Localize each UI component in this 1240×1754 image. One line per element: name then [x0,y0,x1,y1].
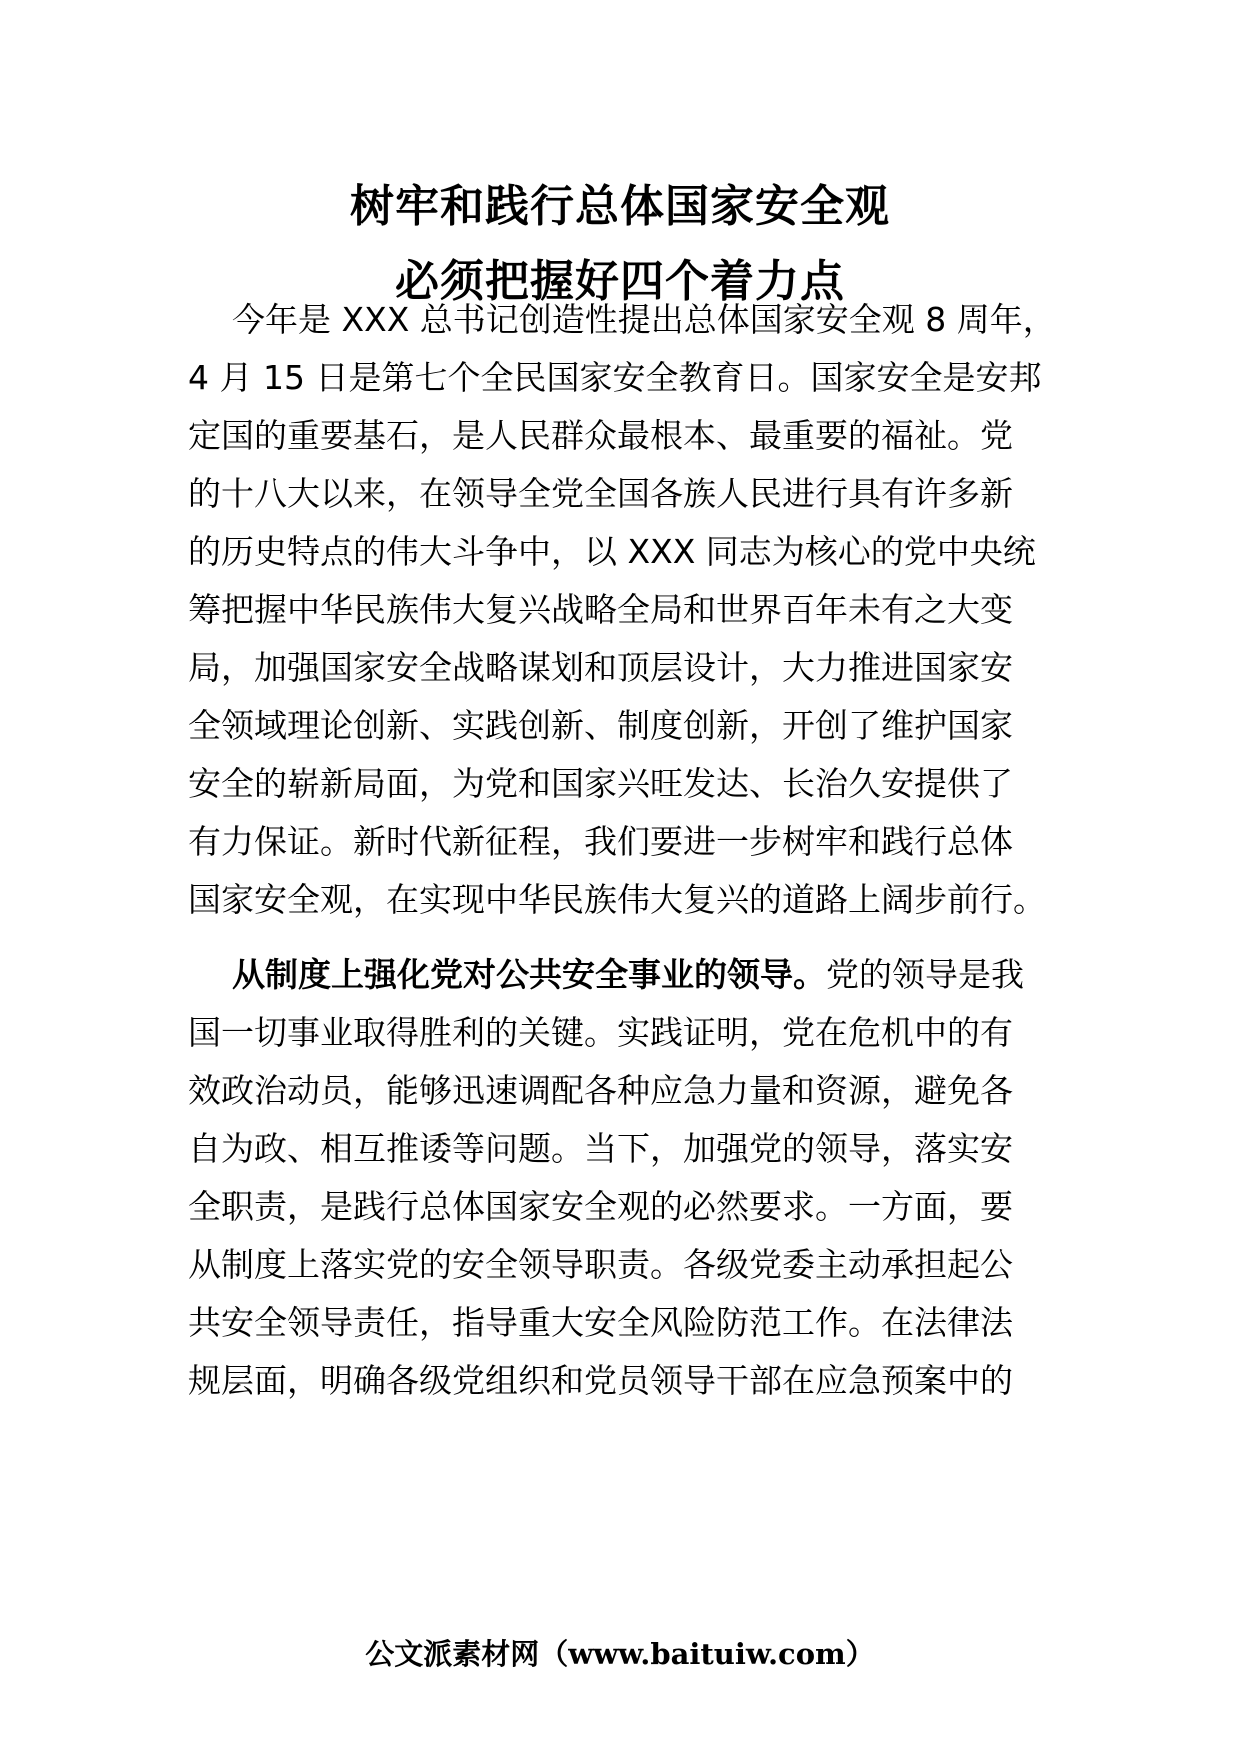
document-title-line-2: 必须把握好四个着力点 [395,256,845,307]
paragraph-2-line-4: 自为政、相互推诿等问题。当下，加强党的领导，落实安 [188,1129,1013,1168]
paragraph-1-line-2: 4 月 15 日是第七个全民国家安全教育日。国家安全是安邦 [188,358,1042,397]
paragraph-1-line-11: 国家安全观，在实现中华民族伟大复兴的道路上阔步前行。 [188,880,1046,919]
paragraph-2-line-5: 全职责，是践行总体国家安全观的必然要求。一方面，要 [188,1187,1013,1226]
paragraph-2-line-2: 国一切事业取得胜利的关键。实践证明，党在危机中的有 [188,1013,1013,1052]
paragraph-1-line-10: 有力保证。新时代新征程，我们要进一步树牢和践行总体 [188,822,1013,861]
paragraph-2-line-8: 规层面，明确各级党组织和党员领导干部在应急预案中的 [188,1361,1013,1400]
paragraph-1-line-6: 筹把握中华民族伟大复兴战略全局和世界百年未有之大变 [188,590,1013,629]
paragraph-1-line-5: 的历史特点的伟大斗争中，以 XXX 同志为核心的党中央统 [188,532,1036,571]
paragraph-2-line-1 [232,955,1112,995]
paragraph-2-line-7: 共安全领导责任，指导重大安全风险防范工作。在法律法 [188,1303,1013,1342]
paragraph-2-first-rest: 党的领导是我 [826,955,1024,994]
document-title-line-1: 树牢和践行总体国家安全观 [350,181,890,232]
paragraph-1-line-7: 局，加强国家安全战略谋划和顶层设计，大力推进国家安 [188,648,1013,687]
paragraph-1-line-3: 定国的重要基石，是人民群众最根本、最重要的福祉。党 [188,416,1013,455]
paragraph-2-line-3: 效政治动员，能够迅速调配各种应急力量和资源，避免各 [188,1071,1013,1110]
footer-source: 公文派素材网（www.baituiw.com） [365,1637,875,1671]
paragraph-1-line-1: 今年是 XXX 总书记创造性提出总体国家安全观 8 周年， [232,300,1056,339]
paragraph-1-line-8: 全领域理论创新、实践创新、制度创新，开创了维护国家 [188,706,1013,745]
paragraph-2-line-6: 从制度上落实党的安全领导职责。各级党委主动承担起公 [188,1245,1013,1284]
paragraph-1-line-4: 的十八大以来，在领导全党全国各族人民进行具有许多新 [188,474,1013,513]
paragraph-2-heading: 从制度上强化党对公共安全事业的领导。 [232,955,826,994]
paragraph-1-line-9: 安全的崭新局面，为党和国家兴旺发达、长治久安提供了 [188,764,1013,803]
